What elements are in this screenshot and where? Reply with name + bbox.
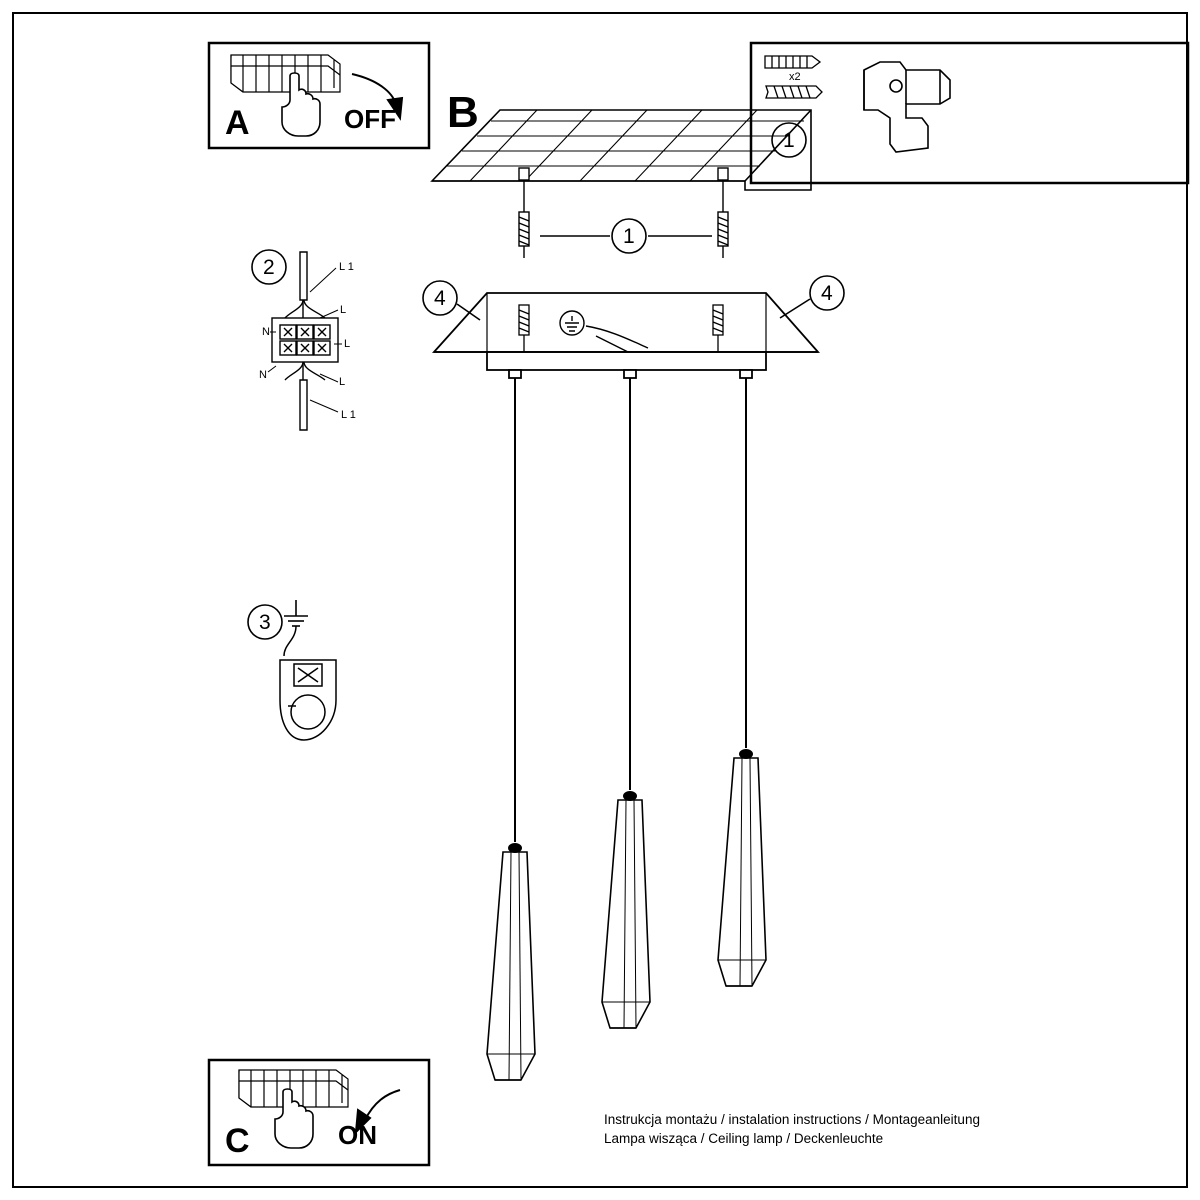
callout-1-ceiling-number: 1: [623, 225, 635, 248]
wire-label-l-right: L: [344, 338, 351, 350]
screw-quantity-label: x2: [789, 71, 801, 83]
panel-b-letter: B: [447, 88, 479, 137]
footer-line-2: Lampa wisząca / Ceiling lamp / Deckenleuchte: [604, 1131, 884, 1146]
callout-4-left: [423, 281, 480, 320]
wire-label-l1-bottom: L 1: [341, 409, 356, 421]
screw-icon: [766, 86, 822, 98]
footer-line-1: Instrukcja montażu / instalation instructions / Montageanleitung: [604, 1112, 980, 1127]
brick-ceiling-icon: [432, 110, 811, 190]
canopy-plate: [434, 293, 818, 370]
earth-symbol-icon: [284, 600, 308, 626]
terminal-block-icon: [268, 252, 342, 430]
callout-4-left-number: 4: [434, 287, 446, 310]
callout-2-number: 2: [263, 256, 275, 279]
panel-a-state-label: OFF: [344, 104, 396, 134]
wire-label-n-bottom: N: [259, 369, 267, 381]
wire-label-n-left: N: [262, 326, 270, 338]
pendant-shade-right: [718, 749, 766, 986]
panel-a-letter: A: [225, 104, 250, 142]
pendant-cords: [509, 370, 752, 842]
wall-plug-icon: [765, 56, 820, 68]
callout-4-right: [780, 276, 844, 318]
pendant-shade-middle: [602, 791, 650, 1028]
circuit-breaker-icon-a: [231, 55, 340, 92]
power-drill-icon: [864, 62, 950, 152]
panel-c-state-label: ON: [338, 1120, 377, 1150]
callout-4-right-number: 4: [821, 282, 833, 305]
panel-c-letter: C: [225, 1122, 250, 1160]
pendant-shade-left: [487, 843, 535, 1080]
wire-label-l-bottom: L: [339, 376, 346, 388]
callout-1-tools-number: 1: [783, 129, 795, 152]
wire-label-l1-top: L 1: [339, 261, 354, 273]
callout-3-number: 3: [259, 611, 271, 634]
wire-label-l-top: L: [340, 304, 347, 316]
earth-screw-bracket-icon: [280, 626, 336, 740]
